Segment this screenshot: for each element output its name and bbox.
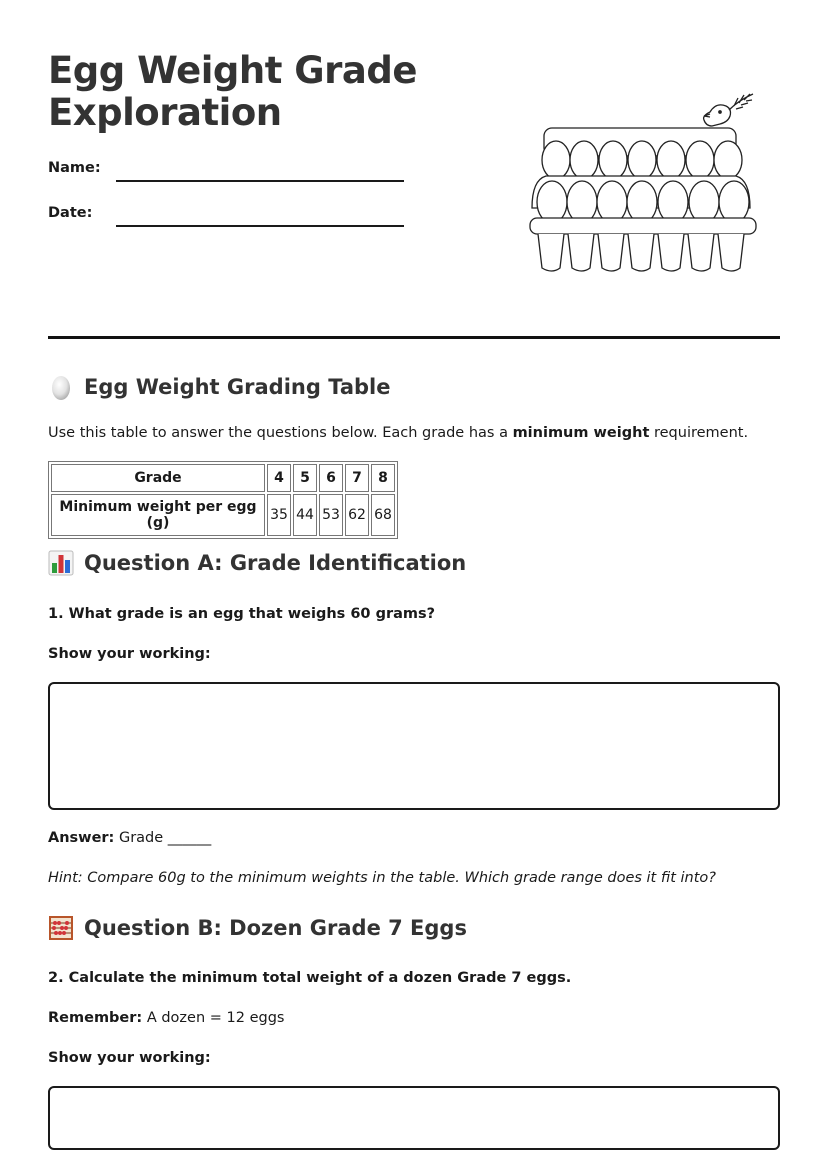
egg-carton-illustration	[524, 88, 764, 278]
question-b-text: 2. Calculate the minimum total weight of a dozen Grade 7 eggs.	[48, 970, 572, 986]
name-field[interactable]	[116, 180, 404, 182]
grade-cell: 5	[293, 464, 317, 492]
answer-label: Answer:	[48, 830, 115, 846]
grade-cell: 8	[371, 464, 395, 492]
table-row	[51, 464, 395, 492]
remember-label: Remember:	[48, 1010, 143, 1026]
page-title	[48, 50, 488, 134]
working-box-b[interactable]	[48, 1086, 780, 1150]
weight-cell: 53	[319, 494, 343, 536]
weight-cell: 68	[371, 494, 395, 536]
weight-cell: 44	[293, 494, 317, 536]
hint-text: Hint: Compare 60g to the minimum weights in the table. Which grade range does it fit into?	[48, 870, 716, 886]
intro-emphasis: minimum weight	[512, 425, 650, 441]
grade-cell: 7	[345, 464, 369, 492]
grade-cell: 6	[319, 464, 343, 492]
answer-line-a	[48, 830, 211, 846]
grading-table	[48, 461, 398, 539]
working-label-b: Show your working:	[48, 1050, 211, 1066]
title-line-1: Egg Weight Grade	[48, 49, 417, 92]
carton-cups	[538, 234, 744, 271]
weight-row-label: Minimum weight per egg (g)	[51, 494, 265, 536]
question-b-heading	[48, 915, 467, 941]
remember-line	[48, 1010, 284, 1026]
intro-text-end: requirement.	[649, 425, 749, 441]
answer-blank[interactable]: Grade ______	[118, 830, 212, 846]
date-label: Date:	[48, 205, 93, 221]
abacus-icon	[48, 915, 74, 941]
question-a-text: 1. What grade is an egg that weighs 60 grams?	[48, 606, 436, 622]
grade-cell: 4	[267, 464, 291, 492]
title-line-2: Exploration	[48, 91, 282, 134]
table-section-heading	[48, 374, 390, 400]
remember-text: A dozen = 12 eggs	[146, 1010, 285, 1026]
weight-cell: 62	[345, 494, 369, 536]
grade-row-label: Grade	[51, 464, 265, 492]
table-row	[51, 494, 395, 536]
bar-chart-icon	[48, 550, 74, 576]
table-intro	[48, 425, 748, 441]
question-a-heading	[48, 550, 466, 576]
egg-icon	[48, 374, 74, 400]
section-divider	[48, 336, 780, 339]
working-label-a: Show your working:	[48, 646, 211, 662]
intro-text: Use this table to answer the questions below. Each grade has a	[48, 425, 513, 441]
question-b-title: Question B: Dozen Grade 7 Eggs	[84, 916, 467, 940]
question-a-title: Question A: Grade Identification	[84, 551, 467, 575]
working-box-a[interactable]	[48, 682, 780, 810]
table-section-title: Egg Weight Grading Table	[84, 375, 391, 399]
date-field[interactable]	[116, 225, 404, 227]
name-label: Name:	[48, 160, 101, 176]
weight-cell: 35	[267, 494, 291, 536]
